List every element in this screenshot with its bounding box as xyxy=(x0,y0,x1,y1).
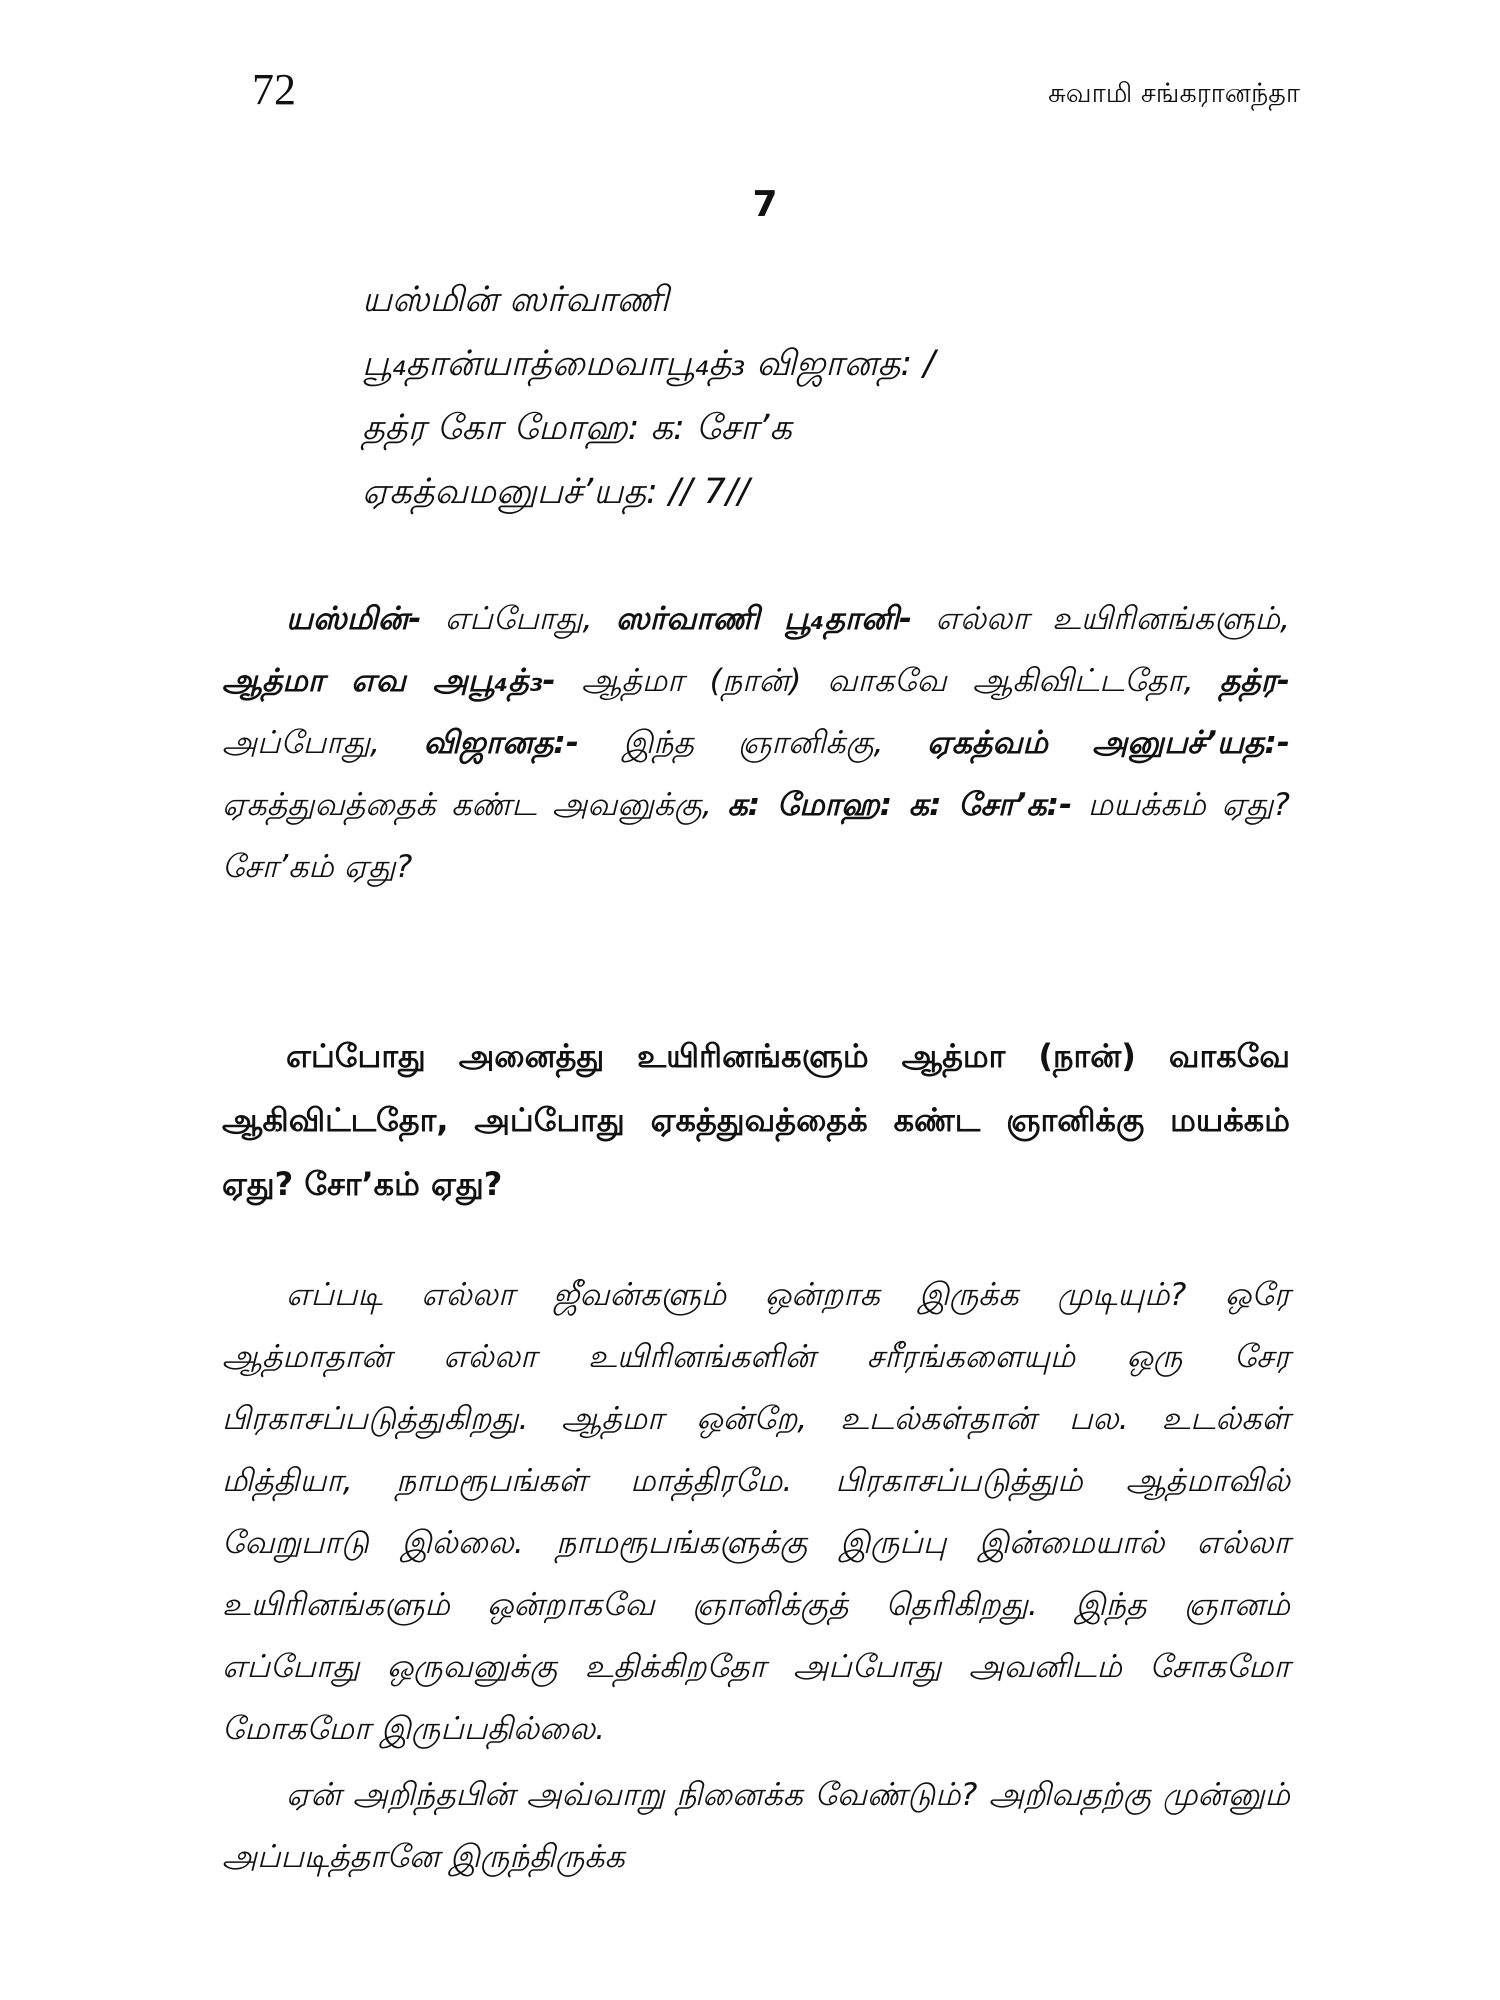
verse-number: 7 xyxy=(752,184,778,225)
gloss-term: ஆத்மா எவ அபூ₄த்₃- xyxy=(222,663,556,699)
page-number: 72 xyxy=(252,65,296,114)
gloss-meaning: அப்போது, xyxy=(222,725,424,761)
commentary-paragraph: ஏன் அறிந்தபின் அவ்வாறு நினைக்க வேண்டும்? அறிவதற்கு முன்னும் அப்படித்தானே இருந்திருக்க xyxy=(222,1777,1290,1875)
verse-line: யஸ்மின் ஸர்வாணி xyxy=(362,280,669,320)
verse xyxy=(362,268,1362,524)
gloss-meaning: எல்லா உயிரினங்களும், xyxy=(912,601,1291,637)
gloss-meaning: இந்த ஞானிக்கு, xyxy=(578,725,928,761)
gloss-term: தத்ர- xyxy=(1219,663,1290,699)
commentary xyxy=(222,1264,1290,1888)
verse-line: தத்ர கோ மோஹ: க: சோ’க xyxy=(362,408,792,448)
gloss-term: விஜானத:- xyxy=(423,725,579,761)
gloss-meaning: ஆத்மா (நான்) வாகவே ஆகிவிட்டதோ, xyxy=(555,663,1220,699)
gloss-term: ஏகத்வம் அனுபச்’யத:- xyxy=(927,725,1290,761)
running-head: சுவாமி சங்கரானந்தா xyxy=(1048,78,1300,109)
gloss-meaning: எப்போது, xyxy=(421,601,616,637)
gloss-meaning: மயக்கம் ஏது? சோ’கம் ஏது? xyxy=(222,787,1291,885)
word-gloss xyxy=(222,588,1290,898)
gloss-term: யஸ்மின்- xyxy=(286,601,422,637)
gloss-term: க: மோஹ: க: சோ’க:- xyxy=(727,787,1073,823)
verse-line: ஏகத்வமனுபச்’யத: // 7// xyxy=(362,472,750,512)
verse-line: பூ₄தான்யாத்மைவாபூ₄த்₃ விஜானத: / xyxy=(362,344,936,384)
verse-translation xyxy=(222,1024,1290,1216)
gloss-term: ஸர்வாணி பூ₄தானி- xyxy=(615,601,913,637)
gloss-meaning: ஏகத்துவத்தைக் கண்ட அவனுக்கு, xyxy=(222,787,728,823)
commentary-paragraph: எப்படி எல்லா ஜீவன்களும் ஒன்றாக இருக்க முடியும்? ஒரே ஆத்மாதான் எல்லா உயிரினங்களின் சரீரங்களையும் ஒரு சேர பிரகாசப்படுத்துகிறது. ஆத்மா ஒன்றே, உடல்கள்தான் பல. உடல்கள் மித்தியா, நாமரூபங்கள் மாத்திரமே. பிரகாசப்படுத்தும் ஆத்மாவில் வேறுபாடு இல்லை. நாமரூபங்களுக்கு இருப்பு இன்மையால் எல்லா உயிரினங்களும் ஒன்றாகவே ஞானிக்குத் தெரிகிறது. இந்த ஞானம் எப்போது ஒருவனுக்கு உதிக்கிறதோ அப்போது அவனிடம் சோகமோ மோகமோ இருப்பதில்லை. xyxy=(222,1277,1290,1747)
translation-text: எப்போது அனைத்து உயிரினங்களும் ஆத்மா (நான்) வாகவே ஆகிவிட்டதோ, அப்போது ஏகத்துவத்தைக் கண்ட ஞானிக்கு மயக்கம் ஏது? சோ’கம் ஏது? xyxy=(222,1037,1290,1203)
